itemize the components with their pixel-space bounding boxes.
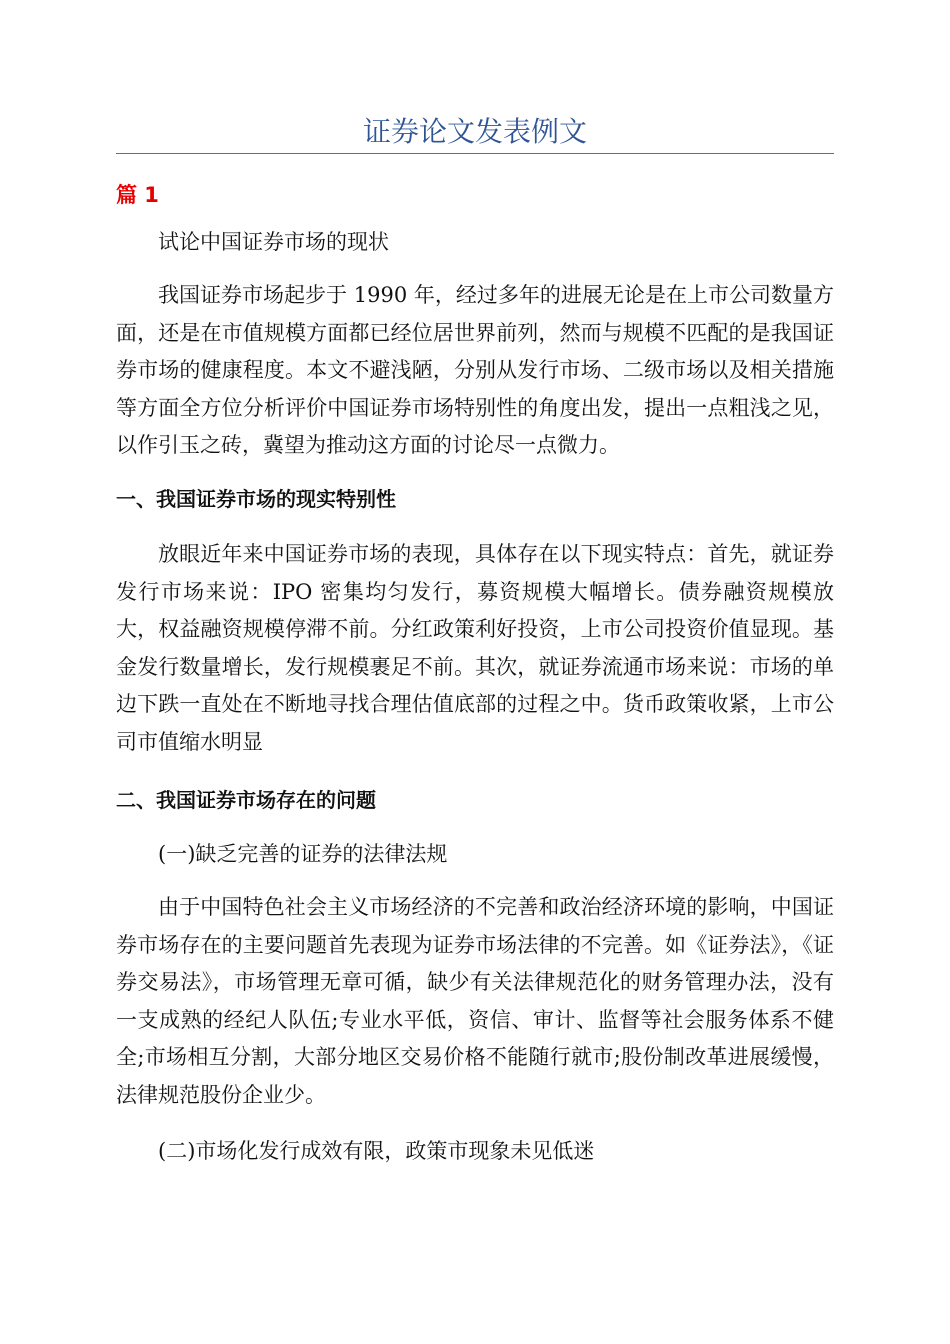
article-subtitle: 试论中国证券市场的现状 (158, 230, 389, 254)
document-title: 证券论文发表例文 (362, 115, 587, 148)
paragraph-2-block (116, 889, 834, 1114)
paragraph-2: 由于中国特色社会主义市场经济的不完善和政治经济环境的影响，中国证券市场存在的主要问题首先表现为证券市场法律的不完善。如《证券法》，《证券交易法》，市场管理无章可循，缺少有关法律规范化的财务管理办法，没有一支成熟的经纪人队伍;专业水平低，资信、审计、监督等社会服务体系不健全;市场相互分割，大部分地区交易价格不能随行就市;股份制改革进展缓慢，法律规范股份企业少。 (116, 895, 834, 1107)
heading-2-block (116, 785, 834, 815)
paragraph-1: 放眼近年来中国证券市场的表现，具体存在以下现实特点：首先，就证券发行市场来说：IPO 密集均匀发行，募资规模大幅增长。债券融资规模放大，权益融资规模停滞不前。分红政策利好投资，上市公司投资价值显现。基金发行数量增长，发行规模裹足不前。其次，就证券流通市场来说：市场的单边下跌一直处在不断地寻找合理估值底部的过程之中。货币政策收紧，上市公司市值缩水明显 (116, 542, 834, 754)
section-label: 篇 1 (116, 183, 159, 207)
heading-1-block (116, 484, 834, 514)
subheading-1: (一)缺乏完善的证券的法律法规 (158, 842, 448, 866)
paragraph-intro: 我国证券市场起步于 1990 年，经过多年的进展无论是在上市公司数量方面，还是在市值规模方面都已经位居世界前列，然而与规模不匹配的是我国证券市场的健康程度。本文不避浅陋，分别从发行市场、二级市场以及相关措施等方面全方位分析评价中国证券市场特别性的角度出发，提出一点粗浅之见，以作引玉之砖，冀望为推动这方面的讨论尽一点微力。 (116, 283, 834, 457)
paragraph-subtitle (116, 224, 834, 262)
title-underline (116, 153, 834, 154)
subheading-2-block (116, 1133, 834, 1171)
section-heading-1: 一、我国证券市场的现实特别性 (116, 487, 396, 511)
paragraph-intro-block (116, 277, 834, 465)
section-heading-2: 二、我国证券市场存在的问题 (116, 788, 376, 812)
subheading-2: (二)市场化发行成效有限，政策市现象未见低迷 (158, 1139, 595, 1163)
subheading-1-block (116, 836, 834, 874)
paragraph-1-block (116, 536, 834, 761)
